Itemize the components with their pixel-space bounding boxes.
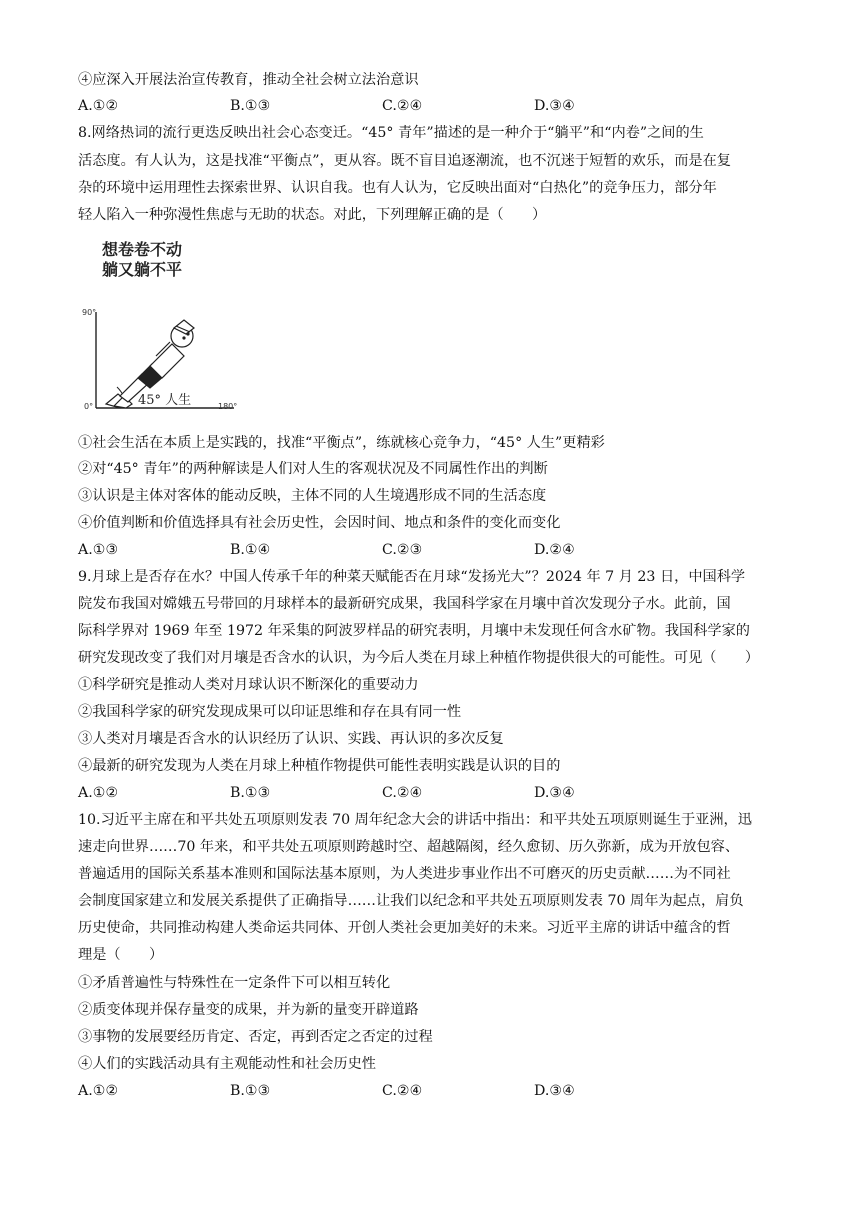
q10-stem-line: 普遍适用的国际关系基本准则和国际法基本原则，为人类进步事业作出不可磨灭的历史贡献……为不同社 <box>78 866 731 882</box>
q8-stem-line: 杂的环境中运用理性去探索世界、认识自我。也有人认为，它反映出面对“白热化”的竞争压力，部分年 <box>78 180 717 196</box>
figure-angle-label: 45° 人生 <box>138 393 192 408</box>
figure-caption-line-2: 躺又躺不平 <box>102 260 183 279</box>
q9-stem-line: 际科学界对 1969 年至 1972 年采集的阿波罗样品的研究表明，月壤中未发现任何含水矿物。我国科学家的 <box>78 623 750 639</box>
q8-option-a: A.①③ <box>78 542 119 558</box>
q10-options <box>78 1081 798 1101</box>
q10-stem-line: 会制度国家建立和发展关系提供了正确指导……让我们以纪念和平共处五项原则发表 70 周年为起点，肩负 <box>78 893 744 909</box>
q7-option-a: A.①② <box>78 98 119 114</box>
q10-item-2: ②质变体现并保存量变的成果，并为新的量变开辟道路 <box>78 1002 419 1018</box>
q7-option-c: C.②④ <box>382 98 423 114</box>
q7-option-d: D.③④ <box>534 98 575 114</box>
q8-stem-line: 8.网络热词的流行更迭反映出社会心态变迁。“45° 青年”描述的是一种介于“躺平”和“内卷”之间的生 <box>78 125 704 141</box>
q10-option-b: B.①③ <box>230 1083 271 1099</box>
q8-item-4: ④价值判断和价值选择具有社会历史性，会因时间、地点和条件的变化而变化 <box>78 515 561 531</box>
q8-option-b: B.①④ <box>230 542 271 558</box>
q9-option-c: C.②④ <box>382 785 423 801</box>
q10-item-3: ③事物的发展要经历肯定、否定，再到否定之否定的过程 <box>78 1029 433 1045</box>
q9-item-2: ②我国科学家的研究发现成果可以印证思维和存在具有同一性 <box>78 704 462 720</box>
q9-item-1: ①科学研究是推动人类对月球认识不断深化的重要动力 <box>78 677 419 693</box>
q8-stem-line: 活态度。有人认为，这是找准“平衡点”，更从容。既不盲目追逐潮流，也不沉迷于短暂的欢乐，而是在复 <box>78 153 731 169</box>
q9-item-4: ④最新的研究发现为人类在月球上种植作物提供可能性表明实践是认识的目的 <box>78 758 561 774</box>
q10-option-a: A.①② <box>78 1083 119 1099</box>
tick-90-label: 90° <box>82 308 97 317</box>
q8-cartoon-figure <box>80 236 240 418</box>
q10-stem-line: 理是（ ） <box>78 947 164 963</box>
tick-180-label: 180° <box>218 402 238 411</box>
q9-stem-line: 院发布我国对嫦娥五号带回的月球样本的最新研究成果，我国科学家在月壤中首次发现分子水。此前，国 <box>78 596 731 612</box>
figure-caption-line-1: 想卷卷不动 <box>102 240 183 259</box>
q10-option-d: D.③④ <box>534 1083 575 1099</box>
q9-option-d: D.③④ <box>534 785 575 801</box>
q9-stem-line: 研究发现改变了我们对月壤是否含水的认识，为今后人类在月球上种植作物提供很大的可能性。可见（ ） <box>78 650 760 666</box>
q10-stem-line: 10.习近平主席在和平共处五项原则发表 70 周年纪念大会的讲话中指出：和平共处五项原则诞生于亚洲，迅 <box>78 812 752 828</box>
q10-item-1: ①矛盾普遍性与特殊性在一定条件下可以相互转化 <box>78 975 391 991</box>
q7-options <box>78 96 798 116</box>
q8-option-d: D.②④ <box>534 542 575 558</box>
q8-item-2: ②对“45° 青年”的两种解读是人们对人生的客观状况及不同属性作出的判断 <box>78 461 548 477</box>
q9-options <box>78 783 798 803</box>
q9-item-3: ③人类对月壤是否含水的认识经历了认识、实践、再认识的多次反复 <box>78 731 504 747</box>
q8-options <box>78 540 798 560</box>
q8-stem-line: 轻人陷入一种弥漫性焦虑与无助的状态。对此，下列理解正确的是（ ） <box>78 207 547 223</box>
q10-stem-line: 历史使命，共同推动构建人类命运共同体、开创人类社会更加美好的未来。习近平主席的讲话中蕴含的哲 <box>78 920 731 936</box>
q9-option-b: B.①③ <box>230 785 271 801</box>
q7-option-b: B.①③ <box>230 98 271 114</box>
q8-option-c: C.②③ <box>382 542 423 558</box>
q10-item-4: ④人们的实践活动具有主观能动性和社会历史性 <box>78 1056 376 1072</box>
q7-item-4: ④应深入开展法治宣传教育，推动全社会树立法治意识 <box>78 72 419 88</box>
q8-item-3: ③认识是主体对客体的能动反映，主体不同的人生境遇形成不同的生活态度 <box>78 488 547 504</box>
q8-item-1: ①社会生活在本质上是实践的，找准“平衡点”，练就核心竞争力，“45° 人生”更精彩 <box>78 435 605 451</box>
q9-option-a: A.①② <box>78 785 119 801</box>
q10-stem-line: 速走向世界……70 年来，和平共处五项原则跨越时空、超越隔阂，经久愈韧、历久弥新，成为开放包容、 <box>78 839 740 855</box>
q10-option-c: C.②④ <box>382 1083 423 1099</box>
q9-stem-line: 9.月球上是否存在水？中国人传承千年的种菜天赋能否在月球“发扬光大”？2024 年 7 月 23 日，中国科学 <box>78 569 746 585</box>
tick-0-label: 0° <box>84 402 94 411</box>
